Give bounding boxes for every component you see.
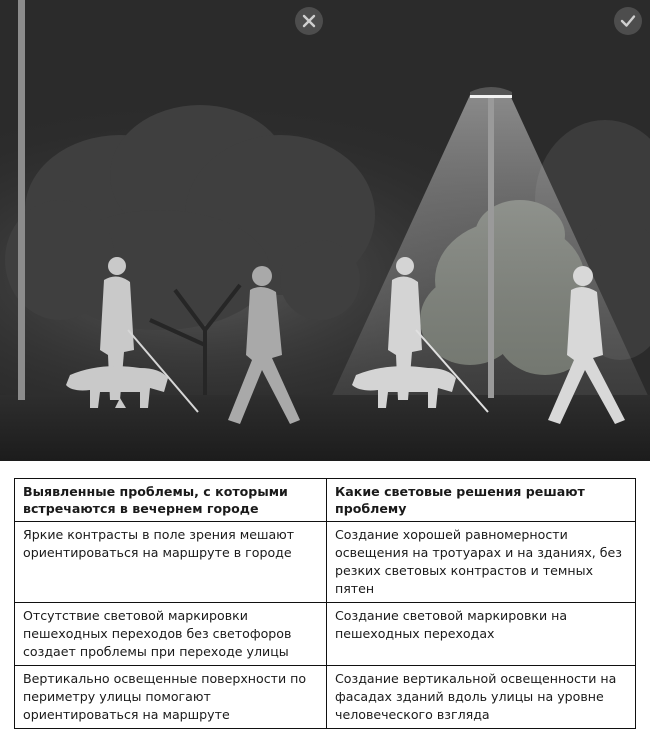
solution-cell: Создание хорошей равномерности освещения на тротуарах и на зданиях, без резких световых контрастов и темных пятен — [327, 522, 636, 603]
header-solutions: Какие световые решения решают проблему — [327, 479, 636, 522]
check-icon — [614, 7, 642, 35]
problem-cell: Отсутствие световой маркировки пешеходных переходов без светофоров создает проблемы при переходе улицы — [15, 603, 327, 666]
solution-cell: Создание световой маркировки на пешеходных переходах — [327, 603, 636, 666]
problems-solutions-table — [14, 478, 636, 729]
header-problems: Выявленные проблемы, с которыми встречаются в вечернем городе — [15, 479, 327, 522]
table-row — [15, 666, 636, 729]
left-lamp-pole — [18, 0, 25, 400]
table-row — [15, 603, 636, 666]
table-row — [15, 522, 636, 603]
problem-cell: Вертикально освещенные поверхности по периметру улицы помогают ориентироваться на маршруте — [15, 666, 327, 729]
problem-cell: Яркие контрасты в поле зрения мешают ориентироваться на маршруте в городе — [15, 522, 327, 603]
close-icon — [295, 7, 323, 35]
solution-cell: Создание вертикальной освещенности на фасадах зданий вдоль улицы на уровне человеческого взгляда — [327, 666, 636, 729]
table-header-row — [15, 479, 636, 522]
